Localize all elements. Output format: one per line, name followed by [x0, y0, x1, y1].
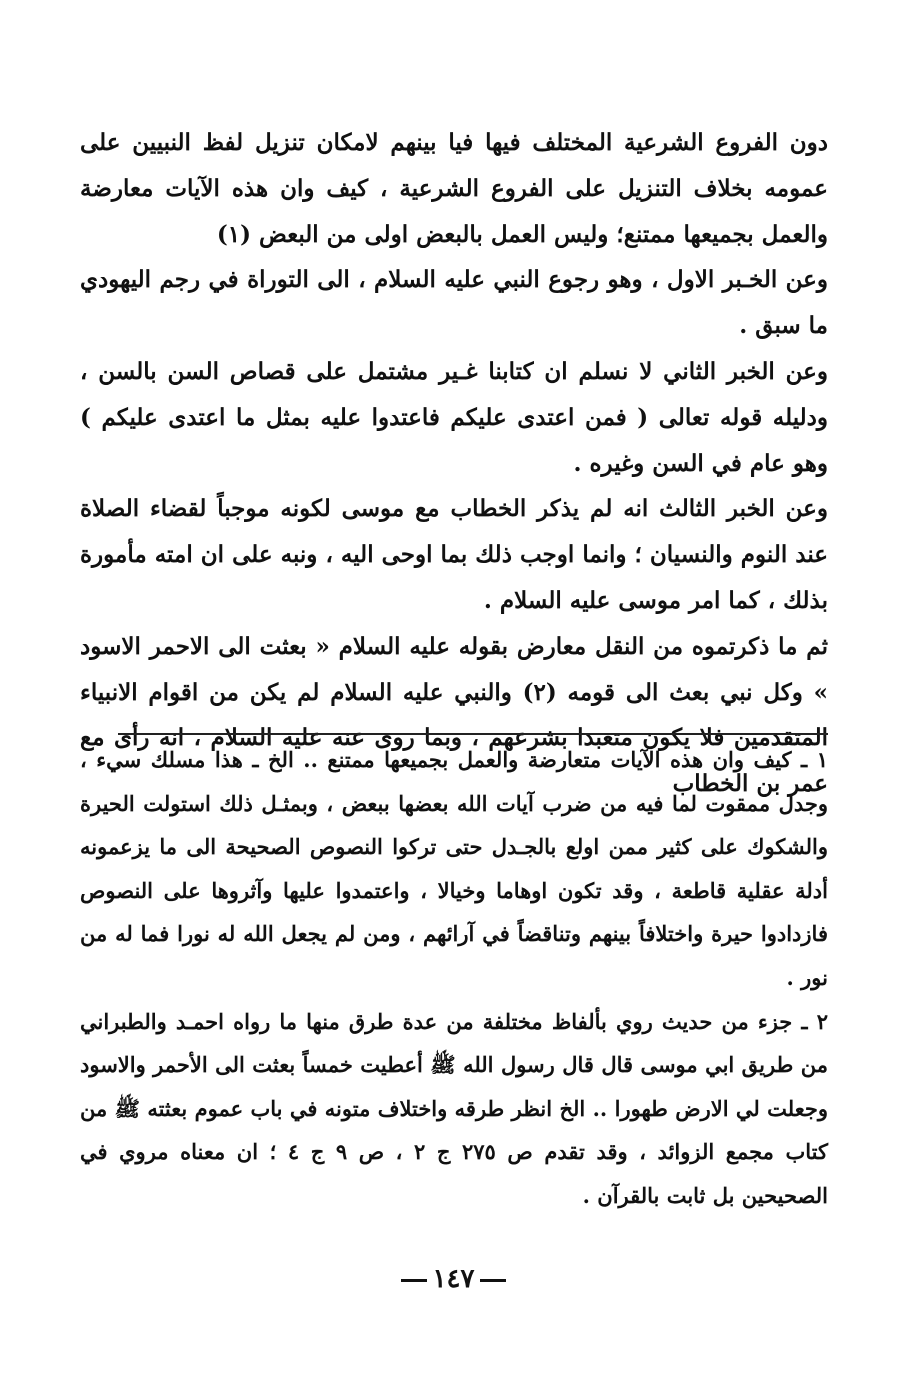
- main-paragraph: وعن الخبر الثاني لا نسلم ان كتابنا غـير مشتمل على قصاص السن بالسن ، ودليله قوله تعالى ( فمن اعتدى عليكم فاعتدوا عليه بمثل ما اعتدى عليكم ) وهو عام في السن وغيره .: [80, 357, 828, 477]
- footnote-1: ١ ـ كيف وان هذه الآيات متعارضة والعمل بجميعها ممتنع .. الخ ـ هذا مسلك سيء ، وجدل ممقوت لما فيه من ضرب آيات الله بعضها ببعض ، وبمثـل ذلك استولت الحيرة والشكوك على كثير ممن اولع بالجـدل حتى تركوا النصوص الصحيحة الى ما يزعمونه أدلة عقلية قاطعة ، وقد تكون اوهاما وخيالا ، واعتمدوا عليها وآثروها على النصوص فازدادوا حيرة واختلافاً بينهم وتناقضاً في آرائهم ، ومن لم يجعل الله له نورا فما له من نور .: [80, 747, 828, 990]
- footnotes-block: [80, 738, 828, 1218]
- main-paragraph: ثم ما ذكرتموه من النقل معارض بقوله عليه السلام « بعثت الى الاحمر الاسود » وكل نبي بعث الى قومه (٢) والنبي عليه السلام لم يكن من اقوام الانبياء المتقدمين فلا يكون متعبدا بشرعهم ، وبما روى عنه عليه السلام ، انه رأى مع عمر بن الخطاب: [80, 632, 829, 798]
- page-number-value: ١٤٧: [432, 1264, 475, 1294]
- main-paragraph: دون الفروع الشرعية المختلف فيها فيا بينهم لامكان تنزيل لفظ النبيين على عمومه بخلاف التنزيل على الفروع الشرعية ، كيف وان هذه الآيات معارضة والعمل بجميعها ممتنع؛ وليس العمل بالبعض اولى من البعض (١): [80, 129, 828, 248]
- page-number-dash: [480, 1279, 506, 1282]
- footnote-divider: [118, 733, 828, 735]
- page-number: [0, 1264, 907, 1294]
- main-paragraph: وعن الخـبر الاول ، وهو رجوع النبي عليه السلام ، الى التوراة في رجم اليهودي ما سبق .: [80, 266, 828, 340]
- footnote-2: ٢ ـ جزء من حديث روي بألفاظ مختلفة من عدة طرق منها ما رواه احمـد والطبراني من طريق ابي موسى قال قال رسول الله ﷺ أعطيت خمساً بعثت الى الأحمر والاسود وجعلت لي الارض طهورا .. الخ انظر طرقه واختلاف متونه في باب عموم بعثته ﷺ من كتاب مجمع الزوائد ، وقد تقدم ص ٢٧٥ ج ٢ ، ص ٩ ج ٤ ؛ ان معناه مروي في الصحيحين بل ثابت بالقرآن .: [80, 1008, 828, 1208]
- main-text-block: [80, 120, 828, 807]
- main-paragraph: وعن الخبر الثالث انه لم يذكر الخطاب مع موسى لكونه موجباً لقضاء الصلاة عند النوم والنسيان ؛ وانما اوجب ذلك بما اوحى اليه ، ونبه على ان امته مأمورة بذلك ، كما امر موسى عليه السلام .: [80, 495, 828, 614]
- page-number-dash: [401, 1279, 427, 1282]
